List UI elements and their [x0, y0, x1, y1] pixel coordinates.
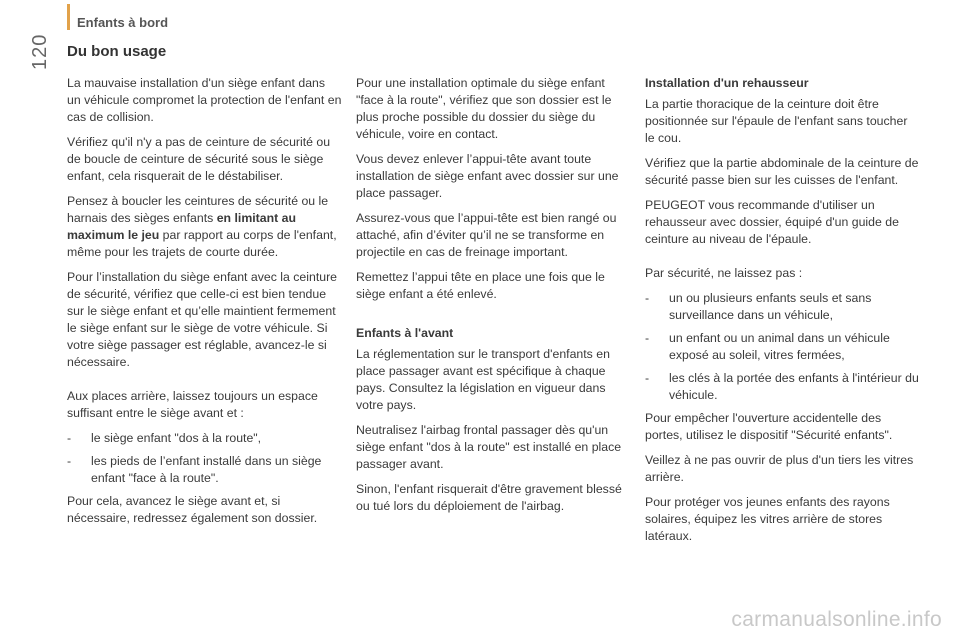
paragraph: Pour cela, avancez le siège avant et, si nécessaire, redressez également son dossier.: [67, 494, 318, 525]
paragraph: Pour une installation optimale du siège enfant "face à la route", vérifiez que son dossier est le plus proche possible du dossier du siège du véhicule, voire en contact.: [356, 76, 612, 141]
column-left: [67, 75, 342, 535]
paragraph: Veillez à ne pas ouvrir de plus d'un tiers les vitres arrière.: [645, 453, 914, 484]
paragraph: Vérifiez que la partie abdominale de la ceinture de sécurité passe bien sur les cuisses de l'enfant.: [645, 156, 919, 187]
paragraph: Aux places arrière, laissez toujours un espace suffisant entre le siège avant et :: [67, 389, 318, 420]
section-header: Enfants à bord: [77, 15, 169, 30]
paragraph: PEUGEOT vous recommande d'utiliser un rehausseur avec dossier, équipé d'un guide de ceinture au niveau de l'épaule.: [645, 198, 899, 246]
watermark: carmanualsonline.info: [731, 608, 942, 631]
paragraph: Pour protéger vos jeunes enfants des rayons solaires, équipez les vitres arrière de stores latéraux.: [645, 495, 890, 543]
page-title: Du bon usage: [67, 43, 167, 60]
subheading: Installation d'un rehausseur: [645, 76, 809, 90]
list-item: - un ou plusieurs enfants seuls et sans surveillance dans un véhicule,: [645, 290, 920, 324]
page-number: 120: [29, 33, 51, 70]
paragraph: La partie thoracique de la ceinture doit être positionnée sur l'épaule de l'enfant sans toucher le cou.: [645, 97, 908, 145]
column-right: [645, 75, 920, 553]
paragraph: Par sécurité, ne laissez pas :: [645, 266, 803, 280]
bold-emphasis: en limitant au maximum le jeu: [67, 211, 296, 242]
paragraph: Vous devez enlever l’appui-tête avant toute installation de siège enfant avec dossier sur une place passager.: [356, 152, 619, 200]
paragraph: [67, 193, 342, 261]
list-item: - les pieds de l’enfant installé dans un siège enfant "face à la route".: [67, 453, 342, 487]
column-middle: [356, 75, 628, 523]
paragraph: La mauvaise installation d'un siège enfant dans un véhicule compromet la protection de l'enfant en cas de collision.: [67, 76, 342, 124]
paragraph: Pour empêcher l'ouverture accidentelle des portes, utilisez le dispositif "Sécurité enfants".: [645, 411, 893, 442]
text-run: par rapport au corps de l'enfant, même pour les trajets de courte durée.: [67, 228, 337, 259]
paragraph: La réglementation sur le transport d'enfants en place passager avant est spécifique à chaque pays. Consultez la législation en vigueur dans votre pays.: [356, 347, 610, 412]
subheading: Enfants à l'avant: [356, 326, 454, 340]
list-item: - le siège enfant "dos à la route",: [67, 430, 342, 447]
paragraph: Remettez l’appui tête en place une fois que le siège enfant a été enlevé.: [356, 270, 605, 301]
paragraph: Neutralisez l'airbag frontal passager dès qu'un siège enfant "dos à la route" est installé en place passager avant.: [356, 423, 622, 471]
text-run: Pensez à boucler les ceintures de sécurité ou le harnais des sièges enfants: [67, 194, 329, 225]
dash-list: [67, 430, 342, 487]
list-item: - un enfant ou un animal dans un véhicule exposé au soleil, vitres fermées,: [645, 330, 920, 364]
paragraph: Pour l’installation du siège enfant avec la ceinture de sécurité, vérifiez que celle-ci est bien tendue sur le siège enfant et qu’elle maintient fermement le siège enfant sur le siège de votre véhicule. Si votre siège passager est réglable, avancez-le si nécessaire.: [67, 270, 338, 369]
paragraph: Vérifiez qu'il n'y a pas de ceinture de sécurité ou de boucle de ceinture de sécurité sous le siège enfant, cela risquerait de le déstabiliser.: [67, 135, 331, 183]
list-item: - les clés à la portée des enfants à l'intérieur du véhicule.: [645, 370, 920, 404]
paragraph: Sinon, l'enfant risquerait d'être gravement blessé ou tué lors du déploiement de l'airbag.: [356, 482, 622, 513]
section-accent-bar: [67, 4, 70, 30]
paragraph: Assurez-vous que l’appui-tête est bien rangé ou attaché, afin d’éviter qu’il ne se transforme en projectile en cas de freinage important.: [356, 211, 617, 259]
dash-list: [645, 290, 920, 404]
